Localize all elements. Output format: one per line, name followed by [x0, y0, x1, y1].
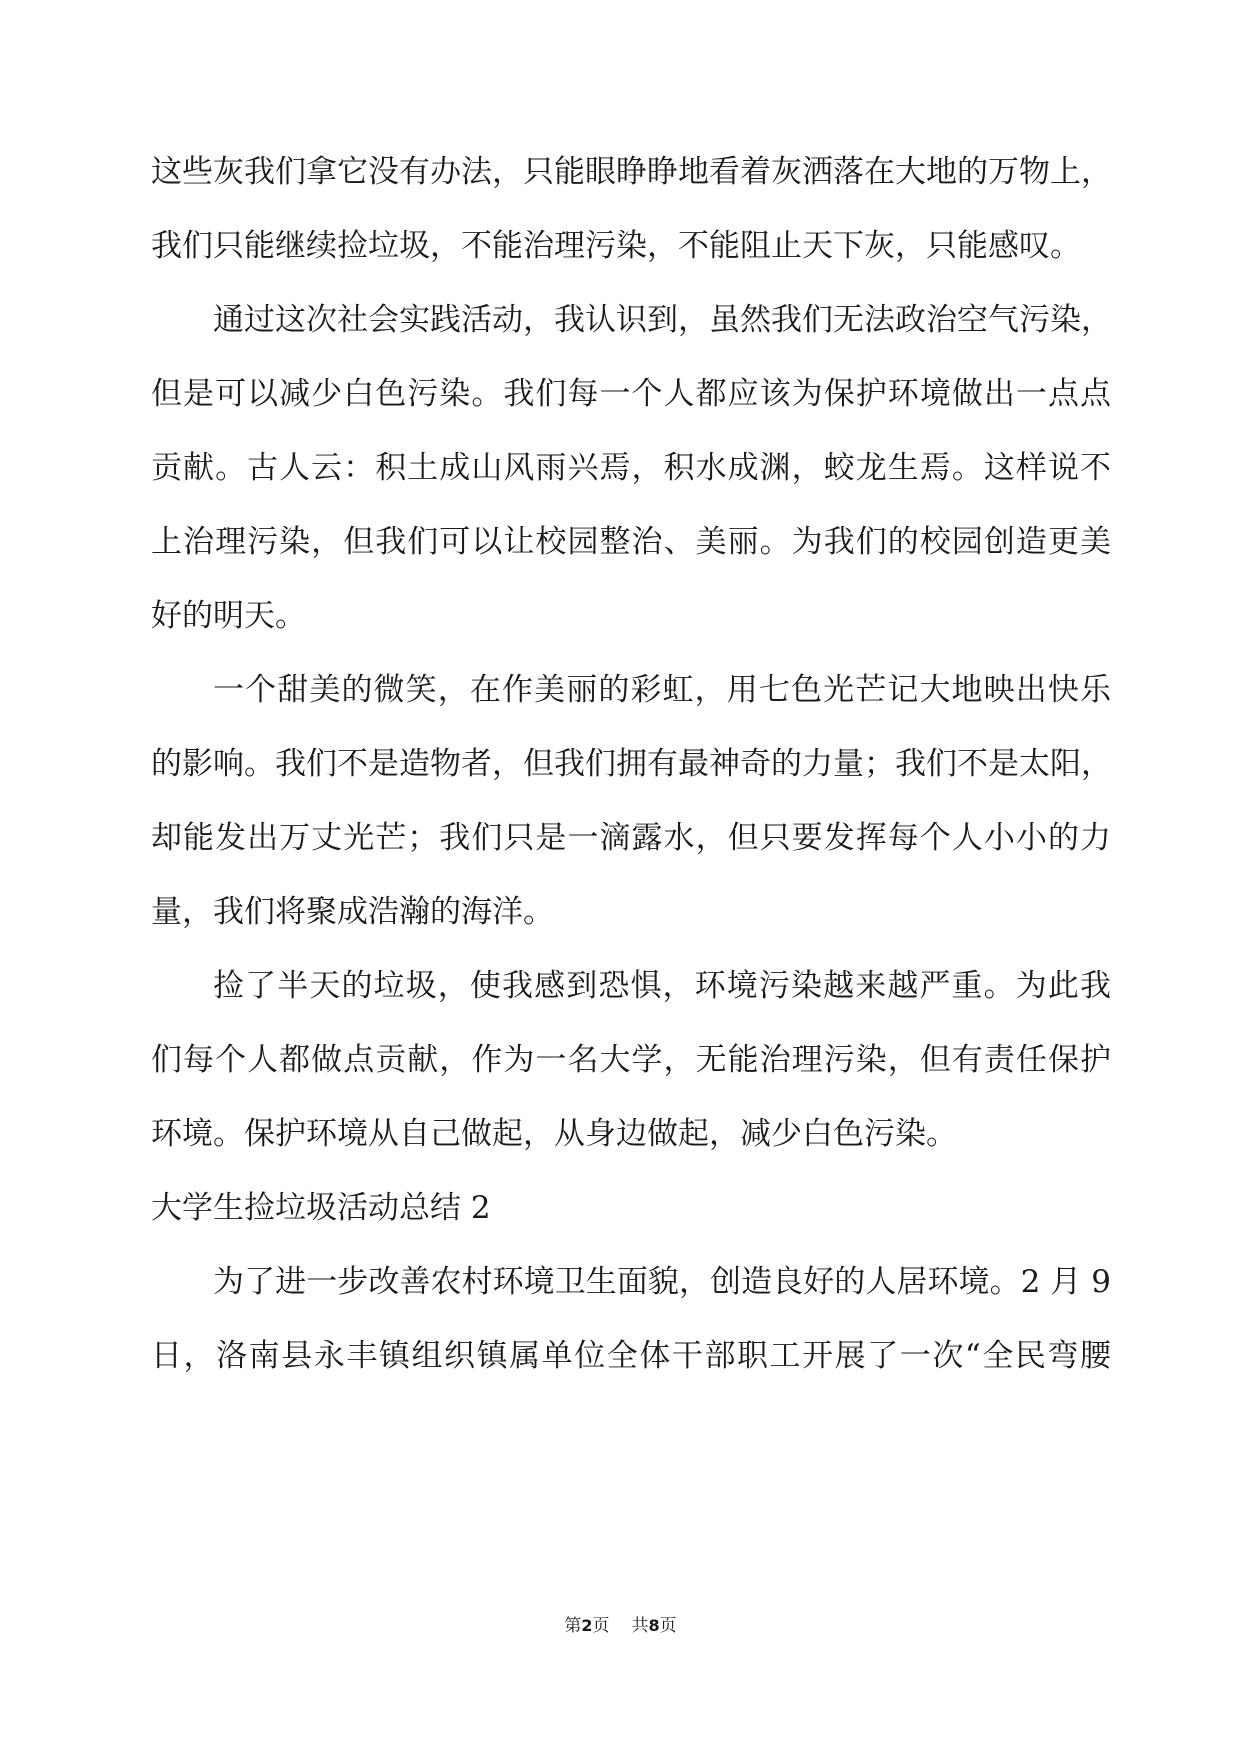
paragraph-first-line: 捡了半天的垃圾，使我感到恐惧，环境污染越来越严重。为此我	[213, 968, 1111, 1004]
text-line: 我们只能继续捡垃圾，不能治理污染，不能阻止天下灰，只能感叹。	[151, 228, 1081, 264]
text-line: 们每个人都做点贡献，作为一名大学，无能治理污染，但有责任保护	[151, 1042, 1111, 1078]
text-line: 的影响。我们不是造物者，但我们拥有最神奇的力量；我们不是太阳，	[151, 746, 1112, 782]
footer-total-unit: 页	[659, 1616, 677, 1636]
footer-prefix: 第	[564, 1616, 582, 1636]
text-line: 好的明天。	[151, 598, 306, 634]
text-line: 贡献。古人云：积土成山风雨兴焉，积水成渊，蛟龙生焉。这样说不	[151, 450, 1111, 486]
text-line: 量，我们将聚成浩瀚的海洋。	[151, 894, 554, 930]
text-line: 日，洛南县永丰镇组织镇属单位全体干部职工开展了一次“全民弯腰	[151, 1338, 1111, 1374]
total-page-number: 8	[648, 1616, 660, 1635]
footer-total-prefix: 共	[631, 1616, 649, 1636]
text-line: 环境。保护环境从自己做起，从身边做起，减少白色污染。	[151, 1116, 957, 1152]
paragraph-first-line: 为了进一步改善农村环境卫生面貌，创造良好的人居环境。2 月 9	[213, 1264, 1111, 1300]
section-heading: 大学生捡垃圾活动总结 2	[151, 1190, 491, 1226]
paragraph-first-line: 通过这次社会实践活动，我认识到，虽然我们无法政治空气污染，	[213, 302, 1112, 338]
text-line: 这些灰我们拿它没有办法，只能眼睁睁地看着灰洒落在大地的万物上，	[151, 154, 1112, 190]
text-line: 但是可以减少白色污染。我们每一个人都应该为保护环境做出一点点	[151, 376, 1111, 412]
footer-page-unit: 页	[592, 1616, 610, 1636]
page-footer	[0, 1615, 1241, 1637]
current-page-number: 2	[581, 1616, 593, 1635]
text-line: 却能发出万丈光芒；我们只是一滴露水，但只要发挥每个人小小的力	[151, 820, 1111, 856]
paragraph-first-line: 一个甜美的微笑，在作美丽的彩虹，用七色光芒记大地映出快乐	[213, 672, 1111, 708]
text-line: 上治理污染，但我们可以让校园整治、美丽。为我们的校园创造更美	[151, 524, 1111, 560]
